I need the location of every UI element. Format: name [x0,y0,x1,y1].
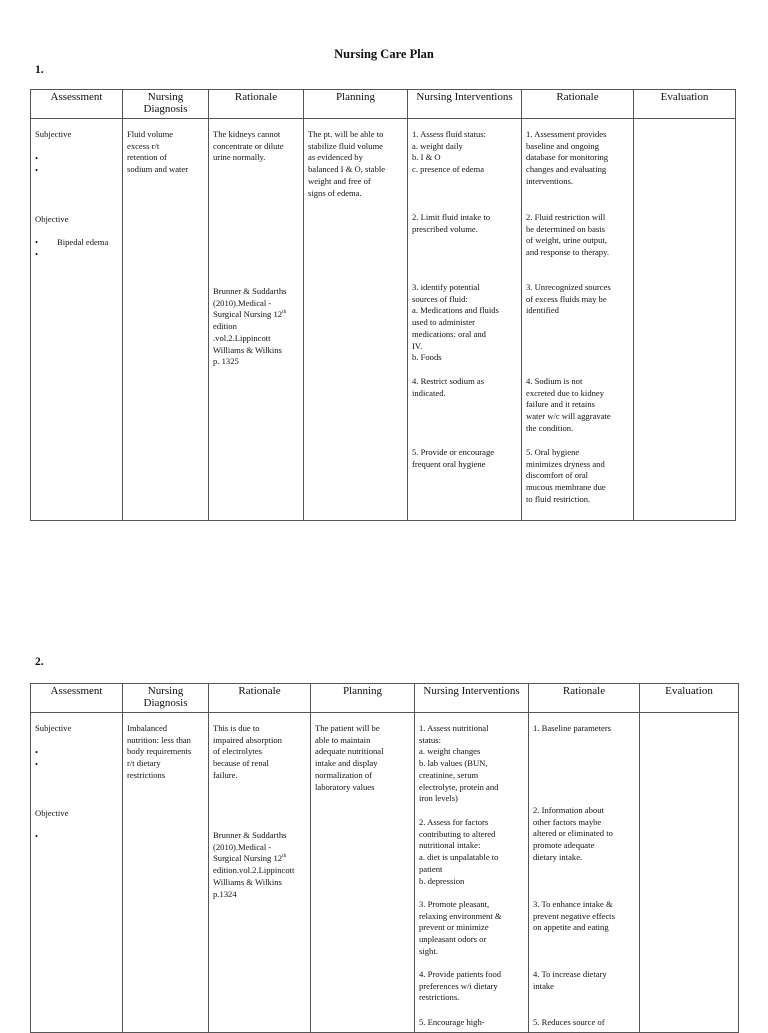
objective-label: Objective [35,808,69,818]
reference-superscript: th [282,309,287,316]
diagnosis-cell [123,119,209,521]
rationale-item: 3. To enhance intake & prevent negative effects on appetite and eating [533,899,615,933]
assessment-cell [31,713,123,1033]
bullet-glyph: • [35,237,39,247]
evaluation-cell [640,713,739,1033]
header-nursing-interventions: Nursing Interventions [415,684,529,713]
bullet-glyph: • [35,153,39,163]
rationale-item: 1. Assessment provides baseline and ongoing database for monitoring changes and evaluating interventions. [526,129,609,186]
bullet-item [35,237,108,249]
planning-text: The patient will be able to maintain adequate nutritional intake and display normalization of laboratory values [315,723,384,792]
header-assessment: Assessment [31,684,123,713]
interventions-cell [408,119,522,521]
bullet-glyph: • [35,759,39,769]
rationale-text: The kidneys cannot concentrate or dilute urine normally. [213,129,284,163]
rationale-item: 4. Sodium is not excreted due to kidney failure and it retains water w/c will aggravate the condition. [526,376,611,433]
header-rationale: Rationale [209,90,304,119]
bullet-item [35,165,57,177]
page-title: Nursing Care Plan [334,47,434,61]
rationale-item: 5. Reduces source of [533,1017,605,1027]
bullet-glyph: • [35,831,39,841]
table-header-row [31,90,736,119]
evaluation-cell [634,119,736,521]
diagnosis-cell [123,713,209,1033]
intervention-item: 3. identify potential sources of fluid: a. Medications and fluids used to administer medications: oral and IV. b. Foods [412,282,499,363]
header-rationale: Rationale [209,684,311,713]
header-nursing-interventions: Nursing Interventions [408,90,522,119]
header-evaluation: Evaluation [640,684,739,713]
planning-text: The pt. will be able to stabilize fluid volume as evidenced by balanced I & O, stable weight and free of signs of edema. [308,129,386,198]
intervention-item: 2. Assess for factors contributing to altered nutritional intake: a. diet is unpalatable to patient b. depression [419,817,499,886]
reference-part-a: Brunner & Suddarths (2010).Medical - Surgical Nursing 12 [213,286,287,320]
care-plan-table-1 [30,89,736,521]
reference-text [213,830,307,900]
intervention-item: 4. Provide patients food preferences w/i dietary restrictions. [419,969,502,1003]
bullet-item [35,831,57,843]
rationale-item: 4. To increase dietary intake [533,969,607,991]
intervention-item: 5. Encourage high- [419,1017,485,1027]
plan-number-1: 1. [35,64,44,76]
planning-cell [311,713,415,1033]
header-assessment: Assessment [31,90,123,119]
objective-item: Bipedal edema [57,237,109,247]
header-planning: Planning [311,684,415,713]
bullet-item [35,153,57,165]
reference-superscript: th [282,853,287,860]
intervention-item: 1. Assess fluid status: a. weight daily b. I & O c. presence of edema [412,129,487,175]
intervention-item: 5. Provide or encourage frequent oral hygiene [412,447,495,469]
subjective-label: Subjective [35,129,72,139]
intervention-rationale-cell [522,119,634,521]
table-row [31,119,736,521]
intervention-item: 1. Assess nutritional status: a. weight changes b. lab values (BUN, creatinine, serum electrolyte, protein and iron levels) [419,723,499,804]
objective-label: Objective [35,214,69,224]
rationale-item: 2. Information about other factors maybe altered or eliminated to promote adequate dietary intake. [533,805,613,862]
intervention-item: 4. Restrict sodium as indicated. [412,376,485,398]
header-nursing-diagnosis: Nursing Diagnosis [123,90,209,119]
planning-cell [304,119,408,521]
header-rationale-2: Rationale [529,684,640,713]
bullet-glyph: • [35,747,39,757]
bullet-glyph: • [35,165,39,175]
plan-number-2: 2. [35,656,44,668]
rationale-item: 3. Unrecognized sources of excess fluids may be identified [526,282,611,316]
reference-part-b: edition .vol.2.Lippincott Williams & Wilkins p. 1325 [213,321,282,367]
intervention-item: 3. Promote pleasant, relaxing environment & prevent or minimize unpleasant odors or sight. [419,899,502,956]
bullet-item [35,249,57,261]
header-planning: Planning [304,90,408,119]
interventions-cell [415,713,529,1033]
reference-text [213,286,300,368]
reference-part-b: edition.vol.2.Lippincott Williams & Wilkins p.1324 [213,865,295,899]
rationale-cell [209,119,304,521]
table-row [31,713,739,1033]
intervention-item: 2. Limit fluid intake to prescribed volume. [412,212,491,234]
nursing-diagnosis-text: Imbalanced nutrition: less than body requirements r/t dietary restrictions [127,723,192,780]
reference-part-a: Brunner & Suddarths (2010).Medical - Surgical Nursing 12 [213,830,287,864]
subjective-label: Subjective [35,723,72,733]
bullet-item [35,747,57,759]
table-header-row [31,684,739,713]
header-evaluation: Evaluation [634,90,736,119]
rationale-item: 5. Oral hygiene minimizes dryness and discomfort of oral mucous membrane due to fluid restriction. [526,447,606,504]
care-plan-table-2 [30,683,739,1033]
intervention-rationale-cell [529,713,640,1033]
bullet-item [35,759,57,771]
rationale-item: 2. Fluid restriction will be determined on basis of weight, urine output, and response to therapy. [526,212,609,258]
header-rationale-2: Rationale [522,90,634,119]
rationale-item: 1. Baseline parameters [533,723,612,733]
header-nursing-diagnosis: Nursing Diagnosis [123,684,209,713]
rationale-text: This is due to impaired absorption of electrolytes because of renal failure. [213,723,282,780]
rationale-cell [209,713,311,1033]
nursing-diagnosis-text: Fluid volume excess r/t retention of sodium and water [127,129,189,175]
bullet-glyph: • [35,249,39,259]
assessment-cell [31,119,123,521]
